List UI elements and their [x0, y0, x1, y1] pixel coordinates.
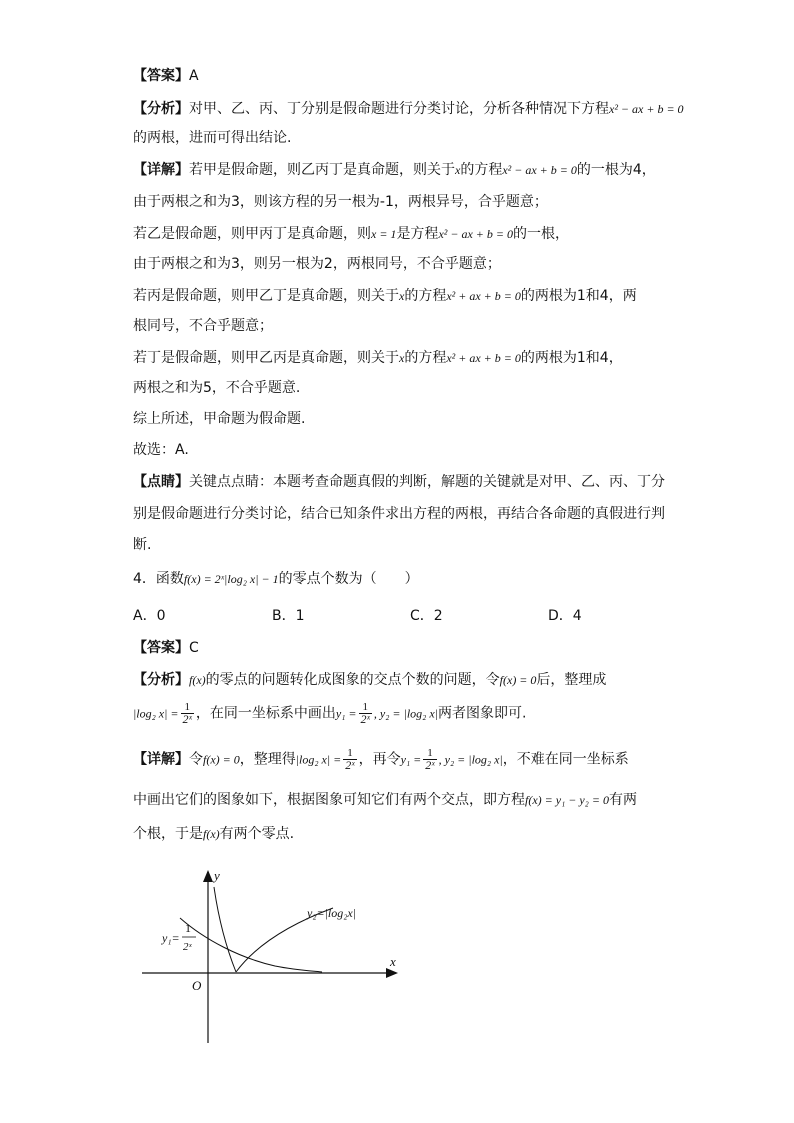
numerator: 1	[181, 702, 194, 714]
analysis-tag: 【分析】	[133, 101, 189, 117]
detail-text: ，整理得	[239, 751, 296, 768]
equation: |log₂ x| =	[133, 706, 179, 721]
variable: x	[399, 289, 405, 303]
equation: x² − ax + b = 0	[609, 102, 684, 116]
detail-text: 故选：A.	[133, 442, 189, 458]
detail-text: 根同号，不合乎题意；	[133, 318, 273, 334]
detail-text: 综上所述，甲命题为假命题.	[133, 411, 306, 427]
option-c: C．2	[410, 608, 443, 624]
detail-text: 有两	[608, 792, 637, 808]
detail-text: 由于两根之和为3，则另一根为2，两根同号，不合乎题意；	[133, 256, 501, 272]
detail-text: 令	[189, 751, 203, 768]
y-axis-label: y	[214, 868, 220, 883]
y-axis-arrow	[203, 870, 213, 882]
detail-text: 若丁是假命题，则甲乙丙是真命题，则关于	[133, 350, 399, 366]
detail-text: 有两个零点.	[219, 826, 295, 842]
variable: x	[399, 351, 405, 365]
analysis-text: 对甲、乙、丙、丁分别是假命题进行分类讨论，分析各种情况下方程	[189, 101, 609, 117]
point-tag: 【点睛】	[133, 474, 189, 490]
equation: , y₂ = |log₂ x|	[373, 706, 438, 721]
option-a: A．0	[133, 608, 166, 624]
detail-text: 的方程	[404, 350, 447, 366]
detail-text: 的方程	[460, 162, 503, 178]
option-d: D．4	[548, 608, 582, 624]
detail-text: 个根，于是	[133, 826, 203, 842]
y2-label: y₂=|log₂x|	[307, 906, 357, 920]
y1-label: y₁=	[162, 931, 180, 945]
answer-tag: 【答案】	[133, 640, 189, 656]
denominator: 2ˣ	[345, 758, 355, 772]
detail-text: ，不难在同一坐标系	[502, 751, 629, 768]
analysis-text: 的两根，进而可得出结论.	[133, 130, 292, 146]
detail-tag: 【详解】	[133, 162, 189, 178]
equation: f(x) = 0	[499, 673, 537, 687]
detail-text: 的方程	[404, 288, 447, 304]
equation: f(x) = 0	[203, 752, 240, 767]
equation: x² + ax + b = 0	[446, 289, 521, 303]
numerator: 1	[359, 702, 372, 714]
equation: x² − ax + b = 0	[502, 163, 577, 177]
question-number: 4．函数	[133, 571, 184, 587]
equation: x² − ax + b = 0	[438, 227, 513, 241]
y1-label-numerator: 1	[185, 921, 191, 935]
y1-curve	[180, 918, 322, 972]
point-text: 断.	[133, 537, 152, 553]
answer-value: C	[189, 640, 199, 656]
analysis-tag: 【分析】	[133, 672, 189, 688]
y1-label-denominator: 2ˣ	[183, 941, 192, 953]
equation: |log₂ x| =	[295, 752, 342, 767]
equation: y₁ =	[335, 706, 357, 721]
point-text: 别是假命题进行分类讨论，结合已知条件求出方程的两根，再结合各命题的真假进行判	[133, 506, 665, 522]
function-symbol: f(x)	[189, 673, 206, 687]
function-formula: f(x) = 2ˣ|log₂ x| − 1	[183, 572, 279, 586]
equation: f(x) = y₁ − y₂ = 0	[525, 793, 609, 807]
numerator: 1	[343, 748, 356, 760]
equation: x² + ax + b = 0	[446, 351, 521, 365]
option-b: B．1	[272, 608, 305, 624]
answer-value: A	[189, 68, 199, 84]
equation: x = 1	[371, 227, 397, 241]
detail-text: 两根之和为5，不合乎题意.	[133, 380, 301, 396]
denominator: 2ˣ	[182, 712, 192, 726]
detail-text: 的两根为1和4，	[520, 350, 623, 366]
detail-text: ，再令	[358, 751, 401, 768]
function-symbol: f(x)	[203, 827, 220, 841]
analysis-text: 的零点的问题转化成图象的交点个数的问题，令	[205, 672, 500, 688]
denominator: 2ˣ	[425, 758, 435, 772]
point-text: 关键点点睛：本题考查命题真假的判断，解题的关键就是对甲、乙、丙、丁分	[189, 474, 665, 490]
variable: x	[455, 163, 461, 177]
detail-text: 的一根，	[512, 226, 569, 242]
x-axis-label: x	[390, 954, 396, 969]
detail-text: 中画出它们的图象如下，根据图象可知它们有两个交点，即方程	[133, 792, 525, 808]
analysis-text: 两者图象即可.	[437, 705, 527, 722]
numerator: 1	[423, 748, 436, 760]
detail-text: 由于两根之和为3，则该方程的另一根为-1，两根异号，合乎题意；	[133, 194, 548, 210]
analysis-text: 后，整理成	[536, 672, 607, 688]
y2-curve-left	[214, 887, 236, 972]
question-text: 的零点个数为（ ）	[278, 571, 419, 587]
analysis-text: ，在同一坐标系中画出	[195, 705, 336, 722]
detail-text: 若乙是假命题，则甲丙丁是真命题，则	[133, 226, 371, 242]
detail-text: 的一根为4，	[576, 162, 656, 178]
answer-tag: 【答案】	[133, 68, 189, 84]
detail-tag: 【详解】	[133, 751, 189, 768]
detail-text: 是方程	[396, 226, 439, 242]
equation: y₁ =	[400, 752, 422, 767]
origin-label: O	[192, 978, 202, 993]
detail-text: 的两根为1和4，两	[520, 288, 637, 304]
denominator: 2ˣ	[360, 712, 370, 726]
x-axis-arrow	[386, 968, 398, 978]
detail-text: 若甲是假命题，则乙丙丁是真命题，则关于	[189, 162, 455, 178]
detail-text: 若丙是假命题，则甲乙丁是真命题，则关于	[133, 288, 399, 304]
equation: , y₂ = |log₂ x|	[438, 752, 503, 767]
